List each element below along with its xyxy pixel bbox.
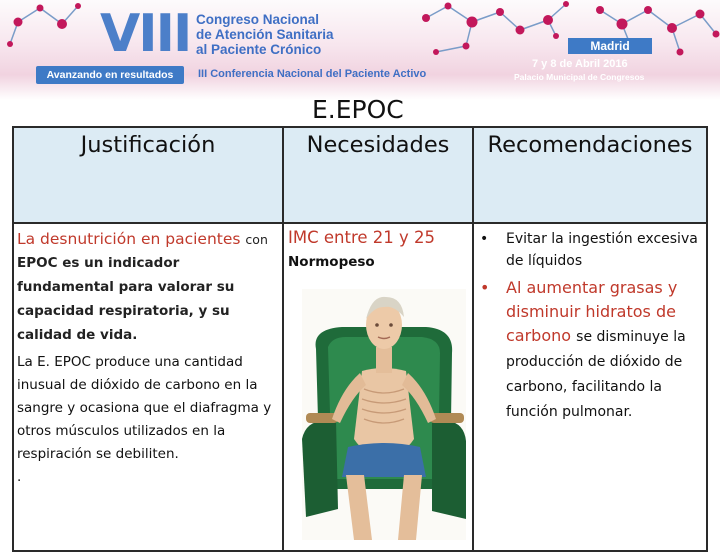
city-badge: Madrid (568, 38, 652, 54)
header-recommendations: Recomendaciones (472, 126, 708, 224)
bullet-icon: • (480, 231, 489, 247)
cell-justification (12, 222, 284, 552)
congress-name: Congreso Nacional de Atención Sanitaria al Paciente Crónico (196, 12, 334, 57)
event-venue: Palacio Municipal de Congresos (514, 72, 645, 82)
event-banner (0, 0, 720, 100)
bullet-icon: • (480, 278, 490, 297)
recommendations-list (480, 228, 704, 424)
list-item: • Evitar la ingestión excesiva de líquidos (480, 228, 704, 272)
header-needs: Necesidades (282, 126, 474, 224)
imc-range: IMC entre 21 y 25 (288, 228, 436, 247)
edition-numeral: VIII (100, 4, 191, 64)
header-justification: Justificación (12, 126, 284, 224)
slide-title: E.EPOC (312, 95, 404, 124)
tagline-badge: Avanzando en resultados (36, 66, 184, 84)
conference-name: III Conferencia Nacional del Paciente Activo (198, 68, 427, 80)
list-item: • Al aumentar grasas y disminuir hidratos de carbono se disminuye la producción de dióxido de carbono, facilitando la función pulmonar. (480, 278, 686, 420)
weight-status: Normopeso (288, 254, 375, 270)
emaciated-patient-illustration (302, 289, 466, 540)
event-dates: 7 y 8 de Abril 2016 (532, 58, 628, 70)
justification-paragraph-2: La E. EPOC produce una cantidad inusual de dióxido de carbono en la sangre y ocasiona que el diafragma y otros músculos utilizados en la respiración se debiliten. . (17, 354, 272, 485)
justification-paragraph-1: La desnutrición en pacientes con EPOC es un indicador fundamental para valorar su capacidad respiratoria, y su calidad de vida. (17, 230, 268, 343)
cell-recommendations (472, 222, 708, 552)
